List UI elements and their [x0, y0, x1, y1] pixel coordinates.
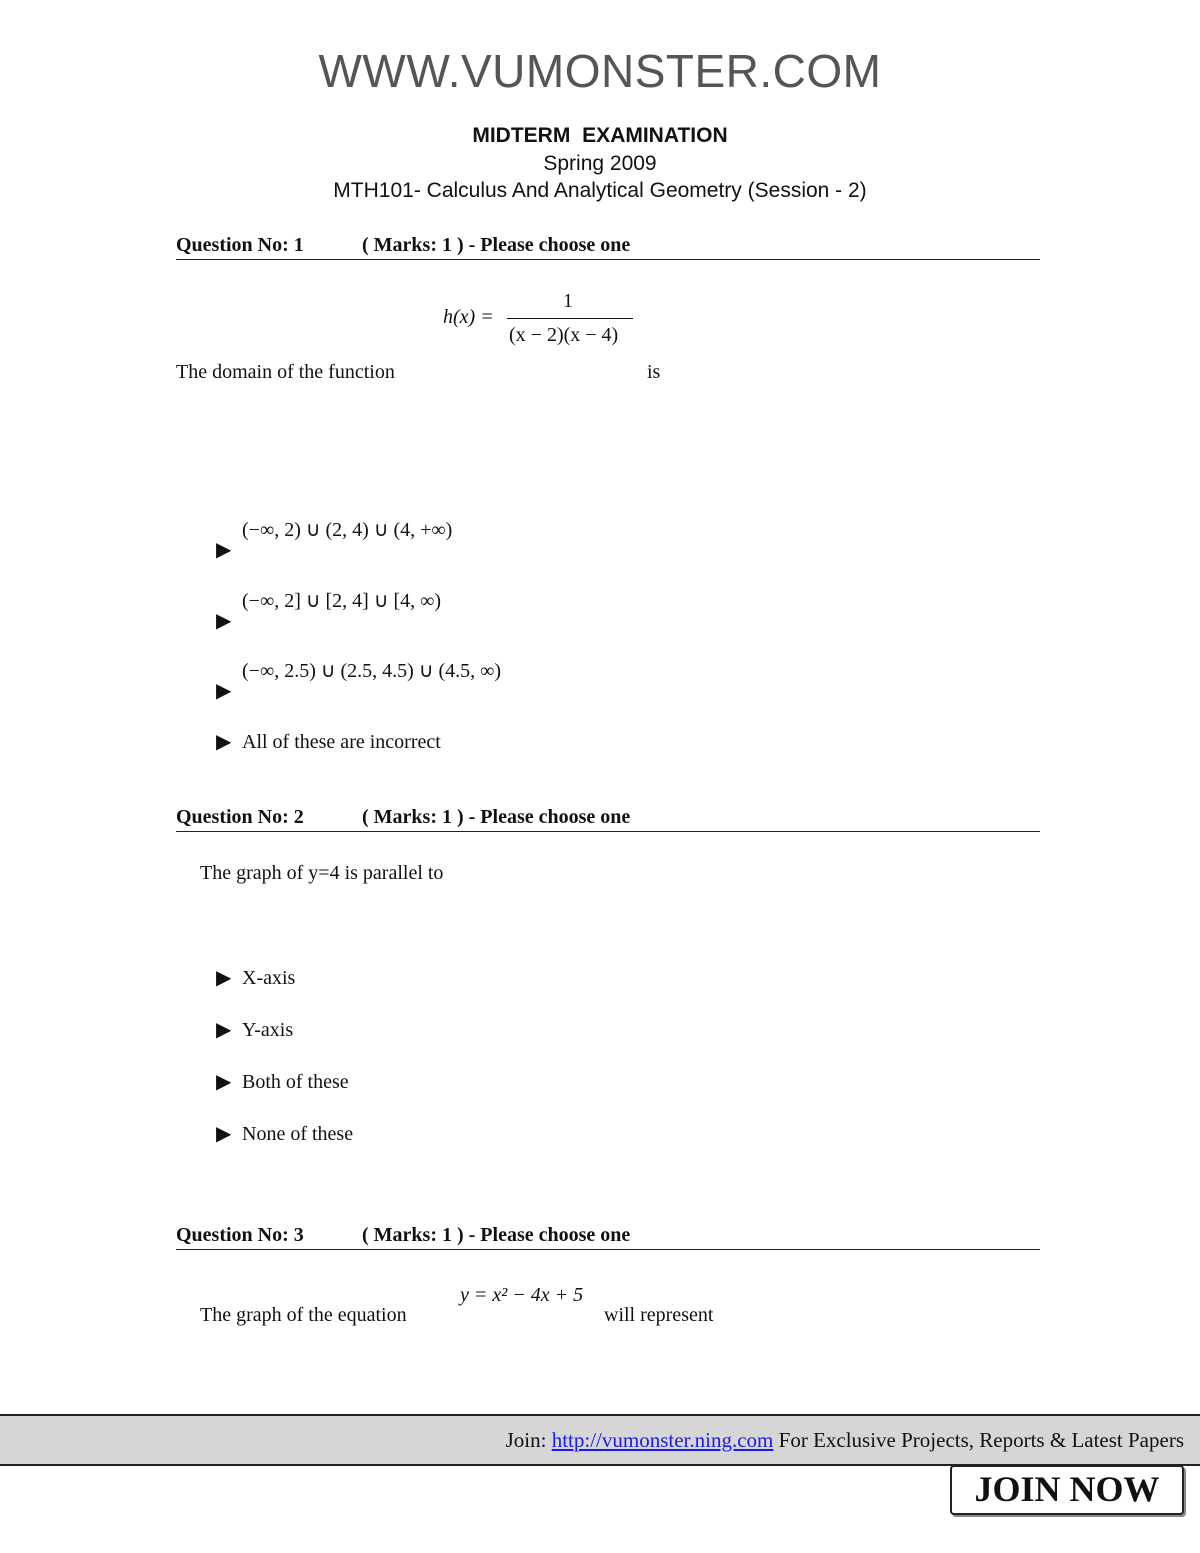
question-1-option-4[interactable] [216, 729, 441, 754]
footer-text [506, 1428, 1184, 1453]
arrow-right-icon: ▶ [216, 1123, 232, 1145]
exam-term: Spring 2009 [543, 152, 657, 175]
question-2-header [176, 806, 1040, 832]
option-label: Y-axis [242, 1019, 294, 1041]
question-3-prompt: The graph of the equation [200, 1304, 407, 1326]
question-1-option-1[interactable] [216, 517, 453, 561]
question-marks: ( Marks: 1 ) - Please choose one [362, 1224, 631, 1246]
question-number: Question No: 3 [176, 1224, 304, 1246]
arrow-right-icon: ▶ [216, 1071, 232, 1093]
question-2-option-1[interactable] [216, 965, 295, 990]
option-label: (−∞, 2.5) ∪ (2.5, 4.5) ∪ (4.5, ∞) [242, 660, 502, 682]
question-3-formula: y = x² − 4x + 5 [460, 1284, 584, 1306]
fraction-bar [507, 318, 633, 319]
formula-numerator: 1 [563, 290, 573, 312]
question-number: Question No: 1 [176, 234, 304, 256]
course-title: MTH101- Calculus And Analytical Geometry (Session - 2) [333, 179, 867, 202]
site-watermark: WWW.VUMONSTER.COM [318, 45, 882, 97]
formula-lhs: h(x) = [443, 306, 494, 328]
footer-banner [0, 1414, 1200, 1466]
option-label: All of these are incorrect [242, 731, 441, 753]
arrow-right-icon: ▶ [216, 539, 232, 561]
question-marks: ( Marks: 1 ) - Please choose one [362, 234, 631, 256]
join-now-button[interactable]: JOIN NOW [950, 1465, 1184, 1515]
option-label: X-axis [242, 967, 296, 989]
question-1-option-2[interactable] [216, 588, 442, 632]
question-2-option-3[interactable] [216, 1069, 349, 1094]
arrow-right-icon: ▶ [216, 680, 232, 702]
question-2-prompt: The graph of y=4 is parallel to [200, 862, 444, 884]
option-label: None of these [242, 1123, 354, 1145]
option-label: (−∞, 2) ∪ (2, 4) ∪ (4, +∞) [242, 519, 453, 541]
arrow-right-icon: ▶ [216, 731, 232, 753]
question-1-prompt-end: is [647, 361, 661, 383]
arrow-right-icon: ▶ [216, 610, 232, 632]
arrow-right-icon: ▶ [216, 967, 232, 989]
footer-tagline: For Exclusive Projects, Reports & Latest Papers [778, 1428, 1184, 1452]
arrow-right-icon: ▶ [216, 1019, 232, 1041]
question-2-option-2[interactable] [216, 1017, 293, 1042]
option-label: (−∞, 2] ∪ [2, 4] ∪ [4, ∞) [242, 590, 442, 612]
question-1-prompt: The domain of the function [176, 361, 395, 383]
footer-link[interactable]: http://vumonster.ning.com [551, 1428, 774, 1452]
footer-join-label: Join: [505, 1428, 547, 1452]
formula-denominator: (x − 2)(x − 4) [509, 324, 619, 346]
option-label: Both of these [242, 1071, 349, 1093]
question-1-option-3[interactable] [216, 658, 502, 702]
question-3-prompt-end: will represent [604, 1304, 714, 1326]
question-1-header [176, 234, 1040, 260]
question-number: Question No: 2 [176, 806, 304, 828]
exam-title: MIDTERM EXAMINATION [472, 124, 728, 147]
question-3-header [176, 1224, 1040, 1250]
question-marks: ( Marks: 1 ) - Please choose one [362, 806, 631, 828]
question-2-option-4[interactable] [216, 1121, 353, 1146]
